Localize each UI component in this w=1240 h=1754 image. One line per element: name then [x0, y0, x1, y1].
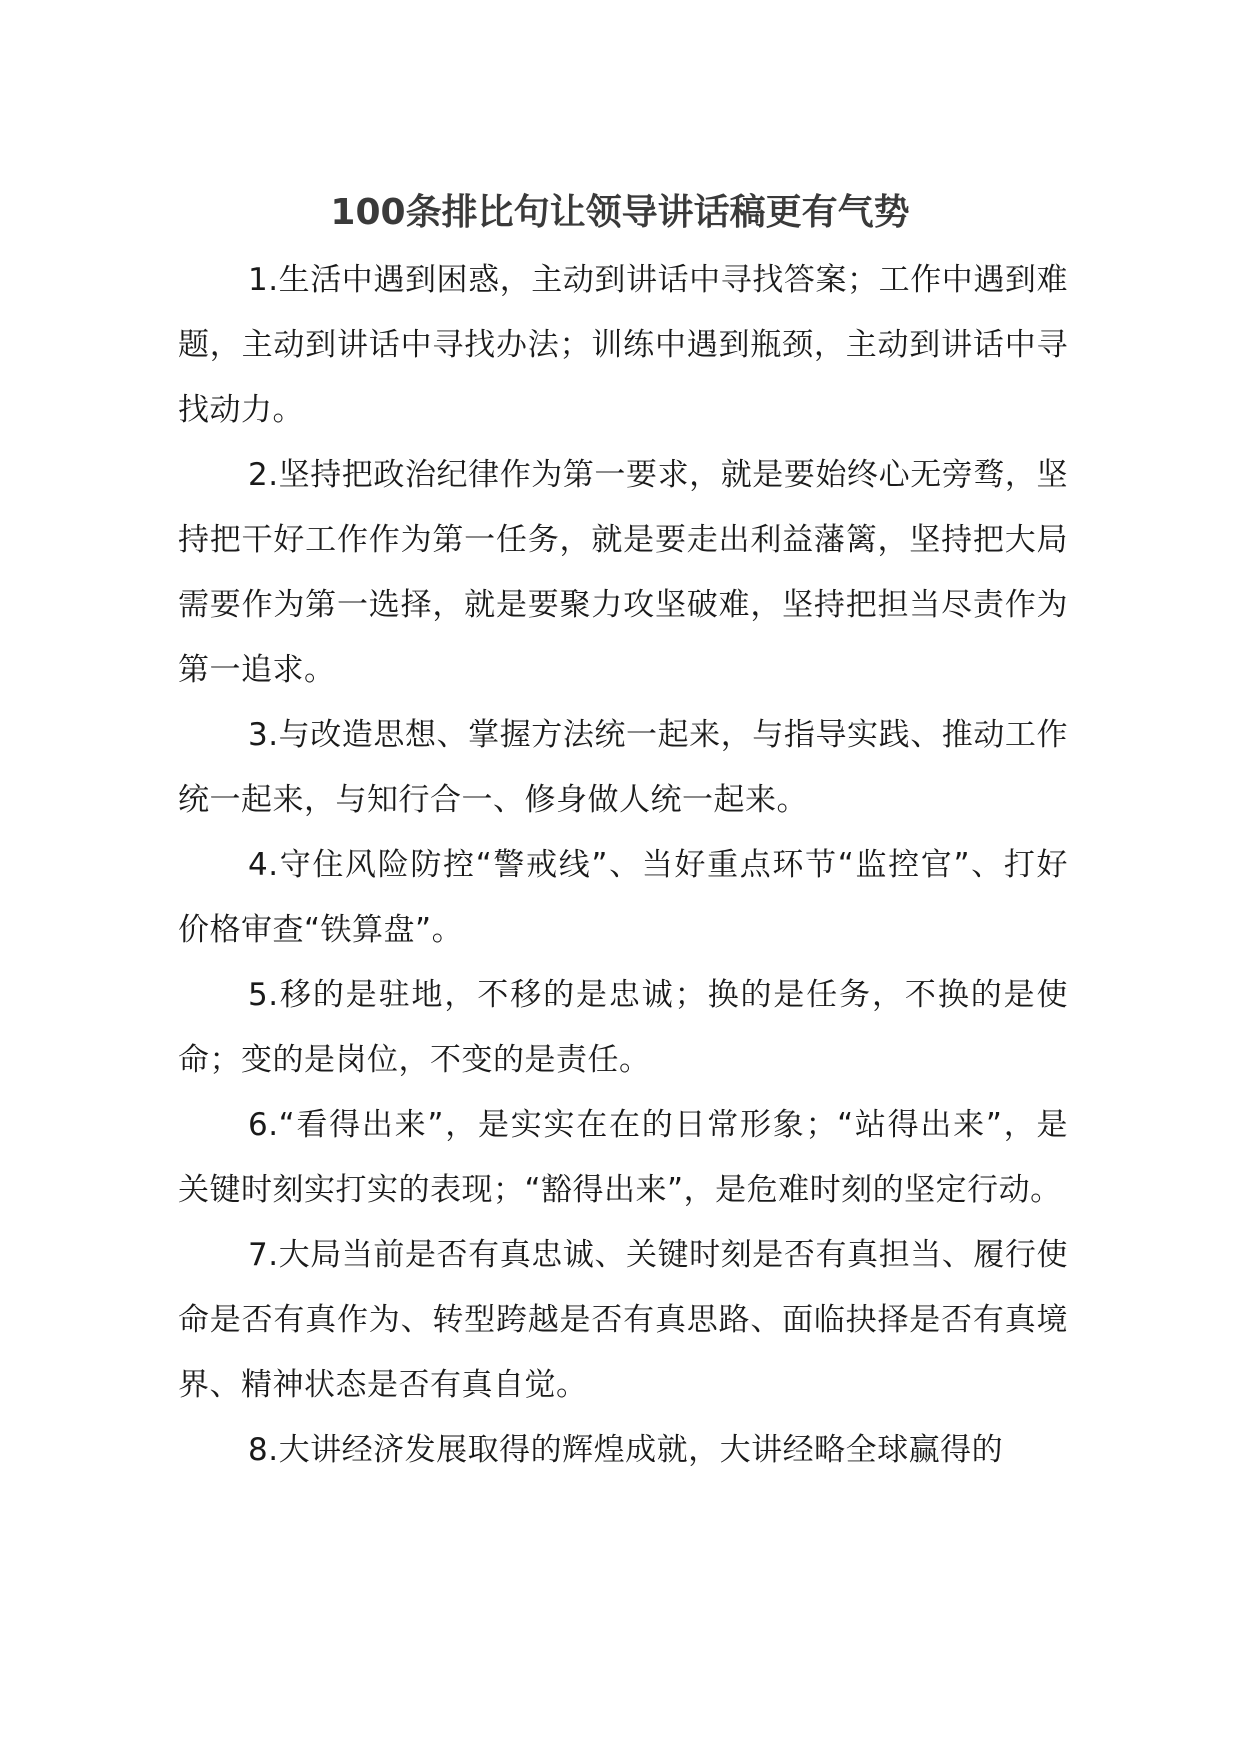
paragraph-1: 1.生活中遇到困惑，主动到讲话中寻找答案；工作中遇到难题，主动到讲话中寻找办法；训练中遇到瓶颈，主动到讲话中寻找动力。: [178, 262, 1068, 428]
document-title: 100条排比句让领导讲话稿更有气势: [330, 192, 910, 233]
document-body: [178, 248, 1068, 1483]
paragraph-5: 5.移的是驻地，不移的是忠诚；换的是任务，不换的是使命；变的是岗位，不变的是责任。: [178, 977, 1068, 1078]
paragraph-2: 2.坚持把政治纪律作为第一要求，就是要始终心无旁骛，坚持把干好工作作为第一任务，就是要走出利益藩篱，坚持把大局需要作为第一选择，就是要聚力攻坚破难，坚持把担当尽责作为第一追求。: [178, 457, 1068, 688]
paragraph-7: 7.大局当前是否有真忠诚、关键时刻是否有真担当、履行使命是否有真作为、转型跨越是否有真思路、面临抉择是否有真境界、精神状态是否有真自觉。: [178, 1237, 1068, 1403]
paragraph-8: 8.大讲经济发展取得的辉煌成就，大讲经略全球赢得的: [248, 1432, 1004, 1468]
paragraph-6: 6.“看得出来”，是实实在在的日常形象；“站得出来”，是关键时刻实打实的表现；“豁得出来”，是危难时刻的坚定行动。: [178, 1107, 1068, 1208]
paragraph-4: 4.守住风险防控“警戒线”、当好重点环节“监控官”、打好价格审查“铁算盘”。: [178, 847, 1068, 948]
paragraph-3: 3.与改造思想、掌握方法统一起来，与指导实践、推动工作统一起来，与知行合一、修身做人统一起来。: [178, 717, 1068, 818]
